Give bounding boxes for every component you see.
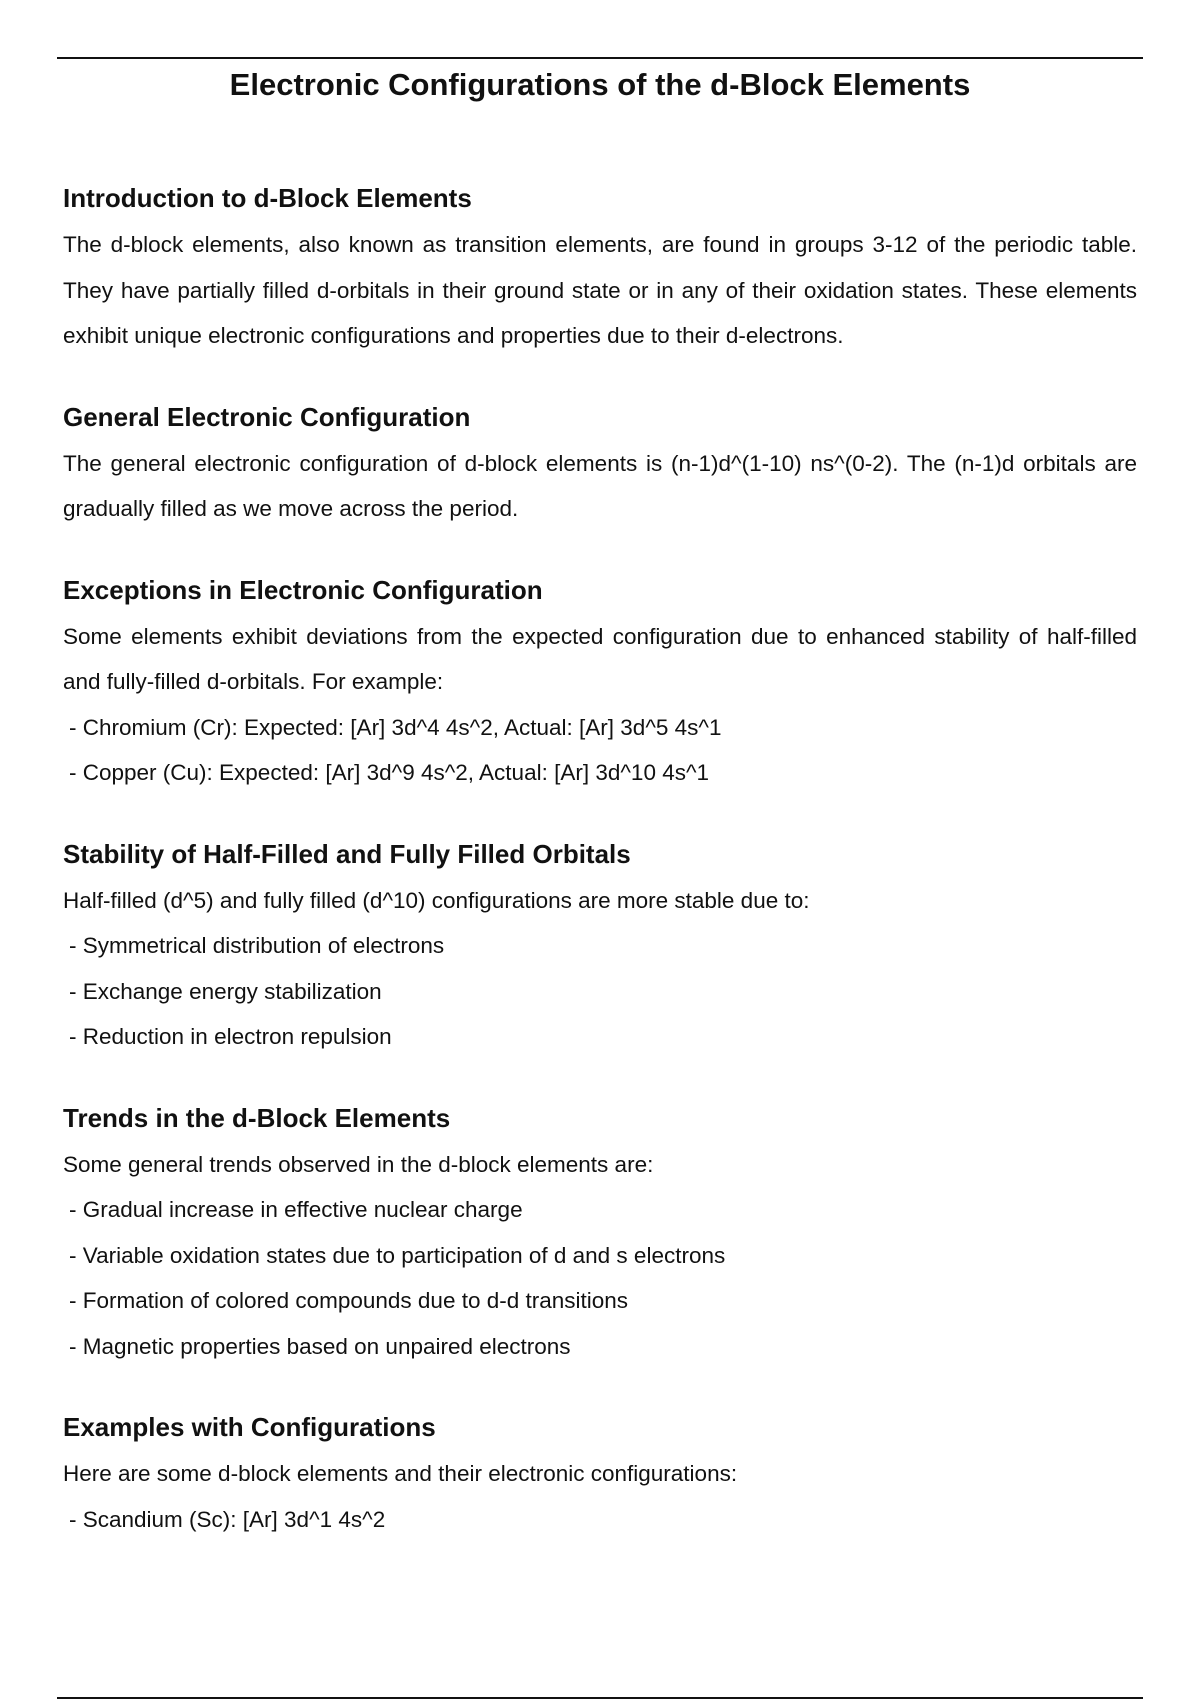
section-paragraph: Some general trends observed in the d-block elements are: [63, 1151, 654, 1177]
section-exceptions [63, 566, 1137, 796]
section-introduction [63, 174, 1137, 359]
bullet-list [63, 923, 1137, 1060]
section-paragraph: Half-filled (d^5) and fully filled (d^10) configurations are more stable due to: [63, 887, 810, 913]
section-examples [63, 1403, 1137, 1542]
bullet-list [63, 705, 1137, 796]
section-paragraph: Some elements exhibit deviations from the expected configuration due to enhanced stability of half-filled and fully-filled d-orbitals. For example: [63, 623, 1137, 694]
list-item: - Exchange energy stabilization [69, 978, 382, 1004]
section-heading: General Electronic Configuration [63, 401, 471, 432]
list-item: - Copper (Cu): Expected: [Ar] 3d^9 4s^2, Actual: [Ar] 3d^10 4s^1 [69, 760, 710, 785]
list-item: - Chromium (Cr): Expected: [Ar] 3d^4 4s^2, Actual: [Ar] 3d^5 4s^1 [69, 714, 722, 740]
list-item: - Symmetrical distribution of electrons [69, 933, 445, 958]
list-item: - Gradual increase in effective nuclear charge [69, 1197, 523, 1222]
list-item: - Variable oxidation states due to participation of d and s electrons [69, 1242, 726, 1268]
section-heading: Introduction to d-Block Elements [63, 183, 472, 213]
section-paragraph: The general electronic configuration of d-block elements is (n-1)d^(1-10) ns^(0-2). The (n-1)d orbitals are gradually filled as we move across the period. [63, 450, 1137, 521]
document-title: Electronic Configurations of the d-Block Elements [229, 67, 971, 102]
bottom-rule [57, 1697, 1143, 1699]
bullet-list [63, 1187, 1137, 1369]
top-rule [57, 57, 1143, 59]
section-trends [63, 1094, 1137, 1370]
list-item: - Formation of colored compounds due to d-d transitions [69, 1288, 629, 1313]
section-heading: Examples with Configurations [63, 1412, 436, 1442]
document-body [63, 174, 1137, 1542]
bullet-list [63, 1497, 1137, 1543]
section-heading: Trends in the d-Block Elements [63, 1102, 451, 1133]
list-item: - Magnetic properties based on unpaired electrons [69, 1333, 571, 1359]
section-heading: Stability of Half-Filled and Fully Filled Orbitals [63, 838, 631, 869]
section-paragraph: The d-block elements, also known as transition elements, are found in groups 3-12 of the periodic table. They have partially filled d-orbitals in their ground state or in any of their oxidation states. These elements exhibit unique electronic configurations and properties due to their d-electrons. [63, 232, 1137, 348]
section-paragraph: Here are some d-block elements and their electronic configurations: [63, 1461, 738, 1486]
list-item: - Scandium (Sc): [Ar] 3d^1 4s^2 [69, 1506, 386, 1532]
section-stability [63, 830, 1137, 1060]
list-item: - Reduction in electron repulsion [69, 1024, 392, 1049]
section-heading: Exceptions in Electronic Configuration [63, 574, 543, 605]
section-general-configuration [63, 393, 1137, 532]
